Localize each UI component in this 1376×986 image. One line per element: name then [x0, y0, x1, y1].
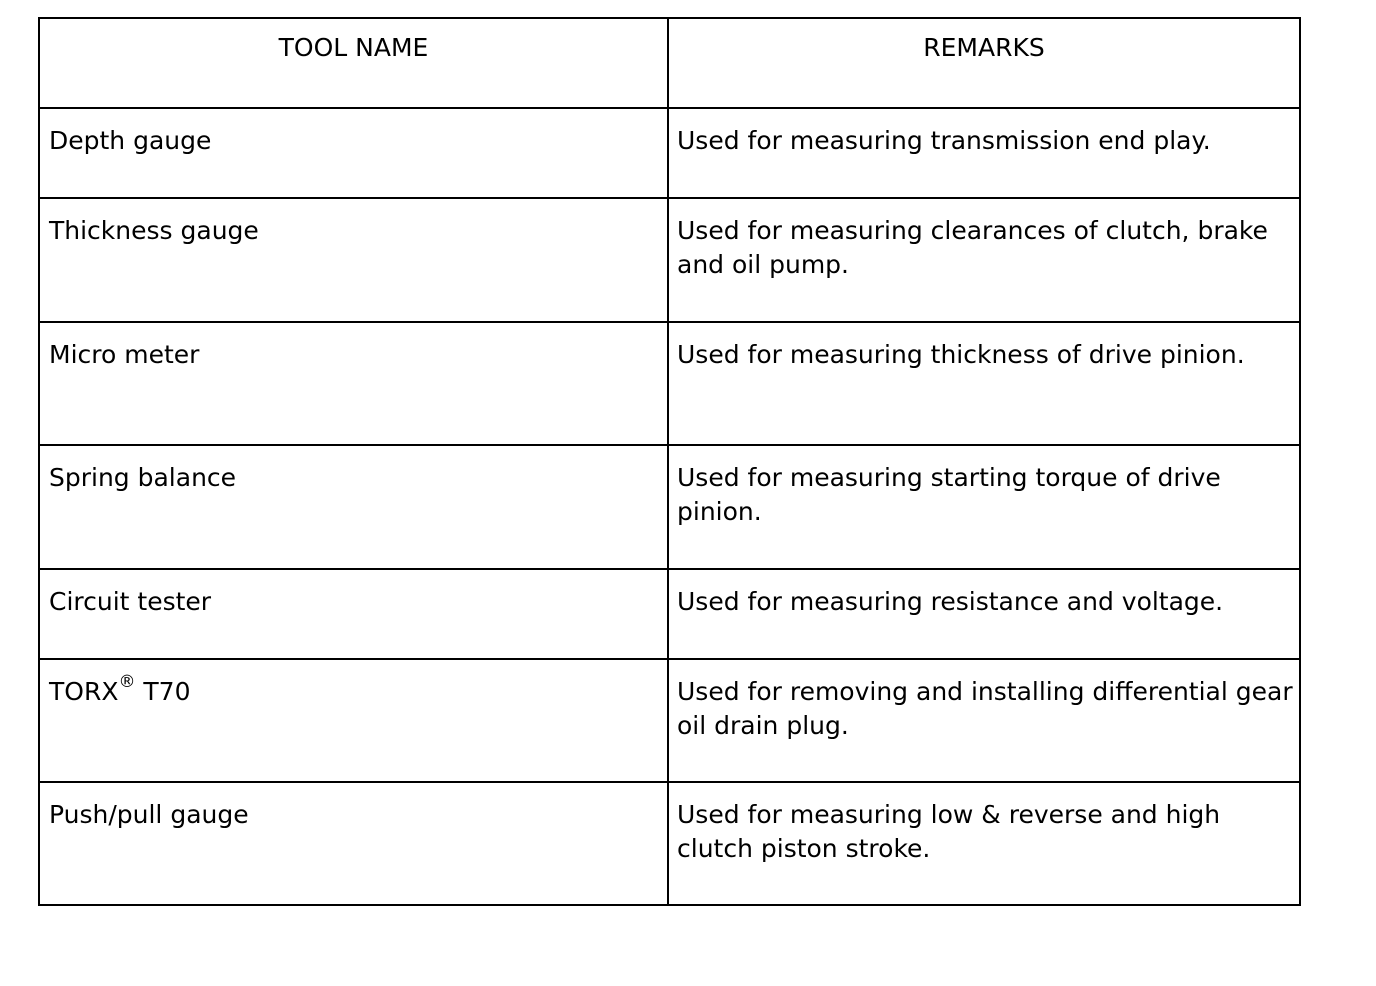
header-remarks: REMARKS — [668, 18, 1300, 108]
tool-table — [38, 17, 1301, 906]
table-row — [39, 659, 1300, 782]
table-header-row — [39, 18, 1300, 108]
table-row — [39, 445, 1300, 569]
tool-name-cell: Thickness gauge — [39, 198, 668, 322]
remarks-cell: Used for measuring thickness of drive pinion. — [668, 322, 1300, 445]
remarks-cell: Used for measuring clearances of clutch, brake and oil pump. — [668, 198, 1300, 322]
tool-name-cell: Micro meter — [39, 322, 668, 445]
tool-name-cell — [39, 659, 668, 782]
tool-name-cell: Depth gauge — [39, 108, 668, 198]
remarks-cell: Used for measuring resistance and voltage. — [668, 569, 1300, 659]
remarks-cell: Used for measuring starting torque of drive pinion. — [668, 445, 1300, 569]
tool-name-cell: Spring balance — [39, 445, 668, 569]
remarks-cell: Used for measuring low & reverse and high clutch piston stroke. — [668, 782, 1300, 905]
tool-name-text: TORX — [49, 677, 119, 706]
tool-name-cell: Circuit tester — [39, 569, 668, 659]
remarks-cell: Used for removing and installing differential gear oil drain plug. — [668, 659, 1300, 782]
table-row — [39, 569, 1300, 659]
table-row — [39, 782, 1300, 905]
table-row — [39, 198, 1300, 322]
remarks-cell: Used for measuring transmission end play. — [668, 108, 1300, 198]
tool-name-suffix: T70 — [135, 677, 191, 706]
table-row — [39, 108, 1300, 198]
tool-name-cell: Push/pull gauge — [39, 782, 668, 905]
table-row — [39, 322, 1300, 445]
header-tool-name: TOOL NAME — [39, 18, 668, 108]
registered-mark: ® — [118, 671, 136, 692]
